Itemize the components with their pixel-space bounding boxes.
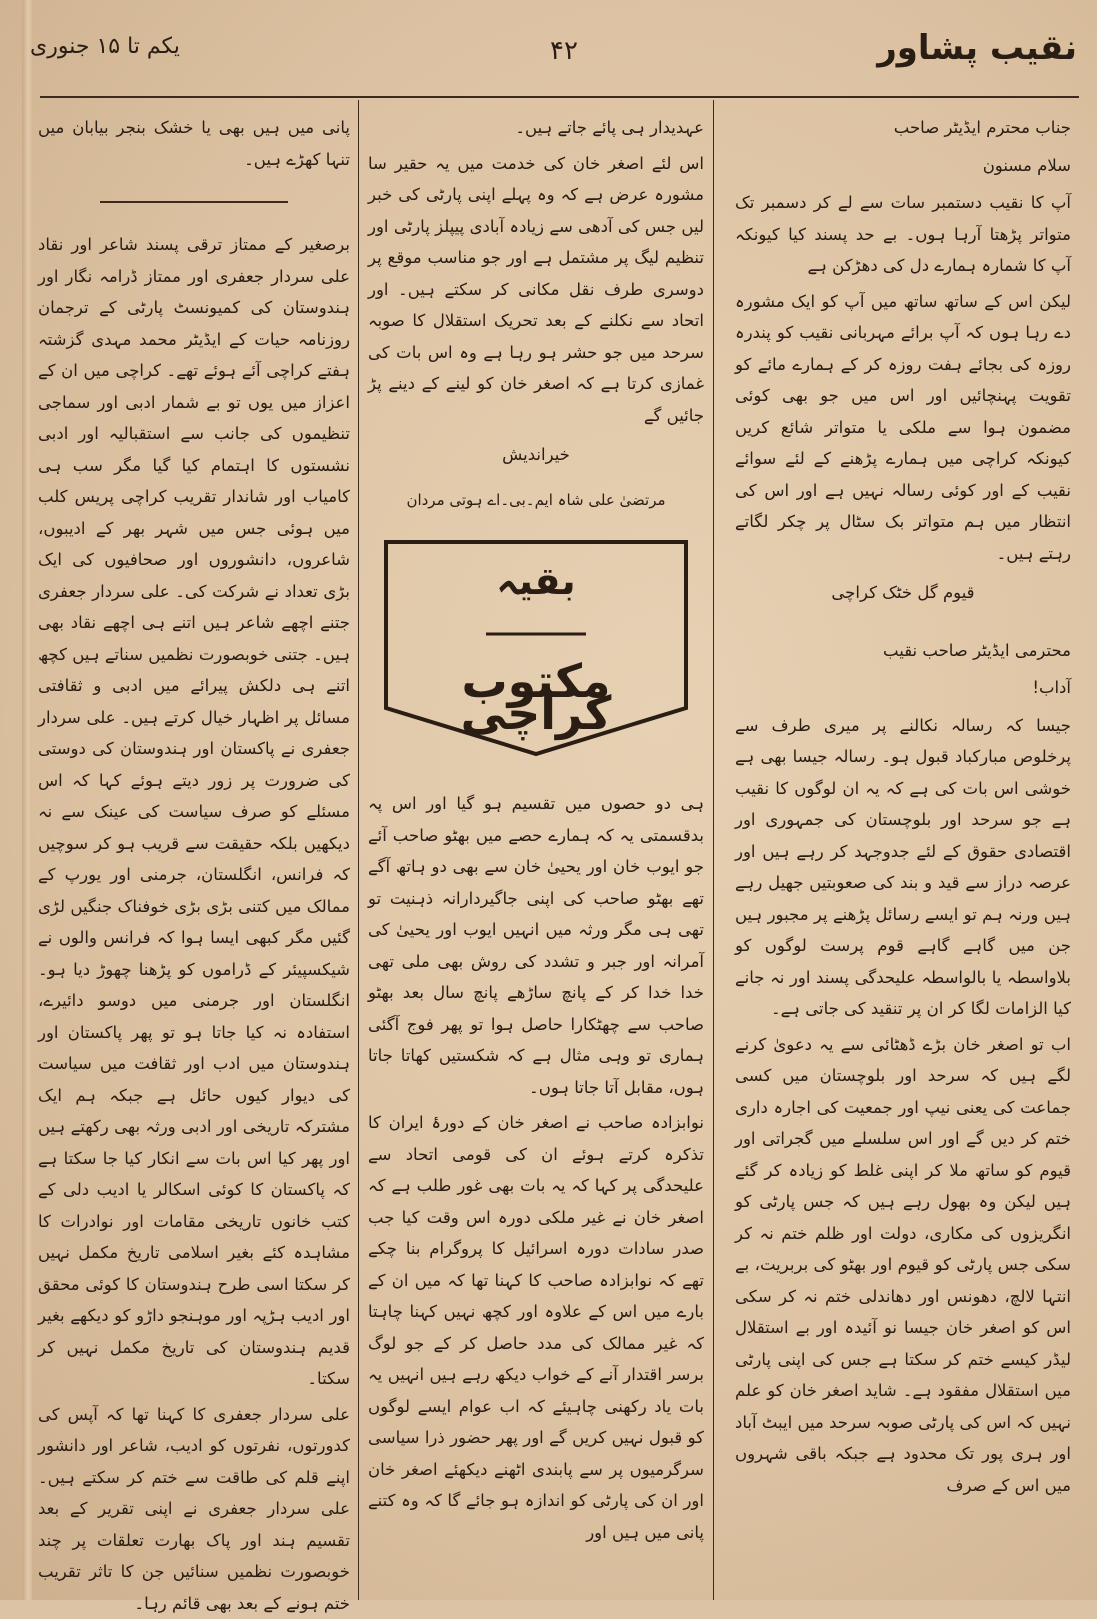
letter-signature: قیوم گل خٹک کراچی <box>735 577 1071 609</box>
article-paragraph: پانی میں ہیں بھی یا خشک بنجر بیابان میں تنہا کھڑے ہیں۔ <box>38 112 350 175</box>
banner-title: مکتوب کراچی <box>382 666 690 729</box>
section-separator <box>100 201 287 203</box>
banner-continued-label: بقیہ <box>382 566 690 598</box>
article-paragraph: اس لئے اصغر خان کی خدمت میں یہ حقیر سا مشورہ عرض ہے کہ وہ پہلے اپنی پارٹی کی خبر لیں جس کی آدھی سے زیادہ آبادی پیپلز پارٹی اور تنظیم لیگ پر مشتمل ہے اور جو مناسب موقع پر دوسری طرف نقل مکانی کر سکتے ہیں۔ اور اتحاد سے نکلنے کے بعد تحریک استقلال کا صوبہ سرحد میں جو حشر ہو رہا ہے وہ اس بات کی غمازی کرتا ہے کہ اصغر خان کو لینے کے دینے پڑ جائیں گے <box>368 148 704 432</box>
dateline: یکم تا ۱۵ جنوری <box>30 34 180 59</box>
page-fold <box>22 0 32 1600</box>
article-paragraph: عہدیدار ہی پائے جاتے ہیں۔ <box>368 112 704 144</box>
letter-greeting: آداب! <box>735 672 1071 704</box>
letter-salutation: محترمی ایڈیٹر صاحب نقیب <box>735 635 1071 667</box>
middle-column <box>368 112 704 1594</box>
letter-signature-name: مرتضیٰ علی شاہ ایم۔بی۔اے ہوتی مردان <box>368 485 704 517</box>
article-paragraph: برصغیر کے ممتاز ترقی پسند شاعر اور نقاد علی سردار جعفری اور ممتاز ڈرامہ نگار اور ہندوستان کی کمیونسٹ پارٹی کے ترجمان روزنامہ حیات کے ایڈیٹر محمد مہدی گزشتہ ہفتے کراچی آئے ہوئے تھے۔ کراچی میں ان کے اعزاز میں یوں تو بے شمار ادبی اور سماجی تنظیموں کی جانب سے استقبالیہ اور ادبی نشستوں کا اہتمام کیا گیا مگر سب ہی کامیاب اور شاندار تقریب کراچی پریس کلب میں ہوئی جس میں شہر بھر کے ادیبوں، شاعروں، دانشوروں اور صحافیوں کی ایک بڑی تعداد نے شرکت کی۔ علی سردار جعفری جتنے اچھے شاعر ہیں اتنے ہی اچھے نقاد بھی ہیں۔ جتنی خوبصورت نظمیں سناتے ہیں کچھ اتنے ہی دلکش پیرائے میں ادبی و ثقافتی مسائل پر اظہار خیال کرتے ہیں۔ علی سردار جعفری نے پاکستان اور ہندوستان کی دوستی کی ضرورت پر زور دیتے ہوئے کہا کہ اس مسئلے کو صرف سیاست کی عینک سے نہ دیکھیں بلکہ حقیقت سے قریب ہو کر سوچیں کہ فرانس، انگلستان، جرمنی اور یورپ کے ممالک میں کتنی بڑی بڑی خوفناک جنگیں لڑی گئیں مگر کبھی ایسا ہوا کہ فرانس والوں نے شیکسپیئر کے ڈراموں کو پڑھنا چھوڑ دیا ہو۔ انگلستان اور جرمنی میں دوسو دائیرے، استفادہ نہ کیا جاتا ہو تو پھر پاکستان اور ہندوستان میں ادب اور ثقافت میں سیاست کی دیوار کیوں حائل ہے جبکہ ہم ایک مشترکہ تاریخی اور ادبی ورثہ بھی رکھتے ہیں اور پھر کیا اس بات سے انکار کیا جا سکتا ہے کہ پاکستان کا کوئی اسکالر یا ادیب دلی کے کتب خانوں تاریخی مقامات اور نوادرات کا مشاہدہ کئے بغیر اسلامی تاریخ مکمل نہیں کر سکتا اسی طرح ہندوستان کا کوئی محقق اور ادیب ہڑپہ اور موہنجو داڑو کو دیکھے بغیر قدیم ہندوستان کی تاریخ مکمل نہیں کر سکتا۔ <box>38 229 350 1395</box>
header-rule <box>40 96 1079 98</box>
letter-signature: خیراندیش <box>368 439 704 471</box>
letter-paragraph: اب تو اصغر خان بڑے ڈھٹائی سے یہ دعویٰ کرنے لگے ہیں کہ سرحد اور بلوچستان میں کسی جماعت کی یعنی نیپ اور جمعیت کی اجارہ داری ختم کر دیں گے اور اس سلسلے میں گجراتی اور قیوم کو ساتھ ملا کر اپنی غلط کو زیادہ کر گئے ہیں لیکن وہ بھول رہے ہیں کہ جس پارٹی کو انگریزوں کی مکاری، دولت اور ظلم ختم نہ کر سکی جس پارٹی کو قیوم اور بھٹو کی بربریت، بے انتہا لالچ، دھونس اور دھاندلی ختم نہ کر سکی اس کو اصغر خان جیسا نو آئیدہ اور بے استقلال لیڈر کیسے ختم کر سکتا ہے جس کی اپنی پارٹی میں استقلال مفقود ہے۔ شاید اصغر خان کو علم نہیں کہ اس کی پارٹی صوبہ سرحد میں ایبٹ آباد اور ہری پور تک محدود ہے جبکہ باقی شہروں میں اس کے صرف <box>735 1029 1071 1502</box>
continuation-banner <box>382 538 690 758</box>
article-paragraph: ہی دو حصوں میں تقسیم ہو گیا اور اس پہ بدقسمتی یہ کہ ہمارے حصے میں بھٹو صاحب آئے جو ایوب خان اور یحییٰ خان سے بھی دو ہاتھ آگے تھے بھٹو صاحب کی اپنی جاگیردارانہ ذہنیت تو تھی ہی مگر ورثہ میں انہیں ایوب اور یحییٰ کی آمرانہ اور جبر و تشدد کی روش بھی ملی تھی خدا خدا کر کے پانچ ساڑھے پانچ سال بعد بھٹو صاحب سے چھٹکارا حاصل ہوا تو پھر فوج آگئی ہماری تو وہی مثال ہے کہ شکستیں کھاتا جاتا ہوں، مقابل آتا جاتا ہوں۔ <box>368 788 704 1103</box>
article-paragraph: نوابزادہ صاحب نے اصغر خان کے دورۂ ایران کا تذکرہ کرتے ہوئے ان کی قومی اتحاد سے علیحدگی پر کہا کہ یہ بات بھی غور طلب ہے کہ اصغر خان نے غیر ملکی دورہ اس وقت کیا جب صدر سادات دورہ اسرائیل کا پروگرام بنا چکے تھے کہ نوابزادہ صاحب کا کہنا تھا کہ میں ان کے بارے میں اس کے علاوہ اور کچھ نہیں کہنا چاہتا کہ غیر ممالک کی مدد حاصل کر کے جو لوگ برسر اقتدار آنے کے خواب دیکھ رہے ہیں انہیں یہ بات یاد رکھنی چاہیئے کہ اب عوام ایسے لوگوں کو قبول نہیں کریں گے اور پھر حضور ذرا سیاسی سرگرمیوں پر سے پابندی اٹھنے دیکھئے اصغر خان اور ان کی پارٹی کو اندازہ ہو جائے گا کہ وہ کتنے پانی میں ہیں اور <box>368 1107 704 1548</box>
letter-greeting: سلام مسنون <box>735 150 1071 182</box>
right-column <box>735 112 1071 1594</box>
letter-salutation: جناب محترم ایڈیٹر صاحب <box>735 112 1071 144</box>
letter-paragraph: آپ کا نقیب دستمبر سات سے لے کر دسمبر تک متواتر پڑھتا آرہا ہوں۔ بے حد پسند کیا کیونکہ آپ کا شمارہ ہمارے دل کی دھڑکن ہے <box>735 187 1071 282</box>
page-number: ۴۲ <box>550 36 578 66</box>
column-divider <box>358 100 359 1600</box>
letter-paragraph: جیسا کہ رسالہ نکالنے پر میری طرف سے پرخلوص مبارکباد قبول ہو۔ رسالہ جیسا بھی ہے خوشی اس بات کی ہے کہ یہ ان لوگوں کا نقیب ہے جو سرحد اور بلوچستان کی جمہوری اور اقتصادی حقوق کے لئے جدوجہد کر رہے ہیں اور عرصہ دراز سے قید و بند کی صعوبتیں جھیل رہے ہیں ورنہ ہم تو ایسے رسائل پڑھنے پر مجبور ہیں جن میں گاہے گاہے قوم پرست لوگوں کو بلاواسطہ یا بالواسطہ علیحدگی پسند اور نہ جانے کیا الزامات لگا کر ان پر تنقید کی جاتی ہے۔ <box>735 710 1071 1025</box>
column-divider <box>713 100 714 1600</box>
left-column <box>38 112 350 1594</box>
page-header <box>30 28 1077 88</box>
masthead: نقیب پشاور <box>877 28 1077 68</box>
article-paragraph: علی سردار جعفری کا کہنا تھا کہ آپس کی کدورتوں، نفرتوں کو ادیب، شاعر اور دانشور اپنے قلم کی طاقت سے ختم کر سکتے ہیں۔ علی سردار جعفری نے اپنی تقریر کے بعد تقسیم ہند اور پاک بھارت تعلقات پر چند خوبصورت نظمیں سنائیں جن کا تاثر تقریب ختم ہونے کے بعد بھی قائم رہا۔ <box>38 1399 350 1619</box>
letter-paragraph: لیکن اس کے ساتھ ساتھ میں آپ کو ایک مشورہ دے رہا ہوں کہ آپ برائے مہربانی نقیب کو پندرہ روزہ کی بجائے ہفت روزہ کر کے ہمارے مائے کو تقویت پہنچائیں اور اس میں جو بھی کوئی مضمون ہوا سے ملکی یا متواتر شائع کریں کیونکہ کراچی میں ہمارے پڑھنے کے لئے سوائے نقیب کے اور کوئی رسالہ نہیں ہے اور اس کی انتظار میں ہم متواتر بک سٹال پر چکر لگاتے رہتے ہیں۔ <box>735 286 1071 570</box>
